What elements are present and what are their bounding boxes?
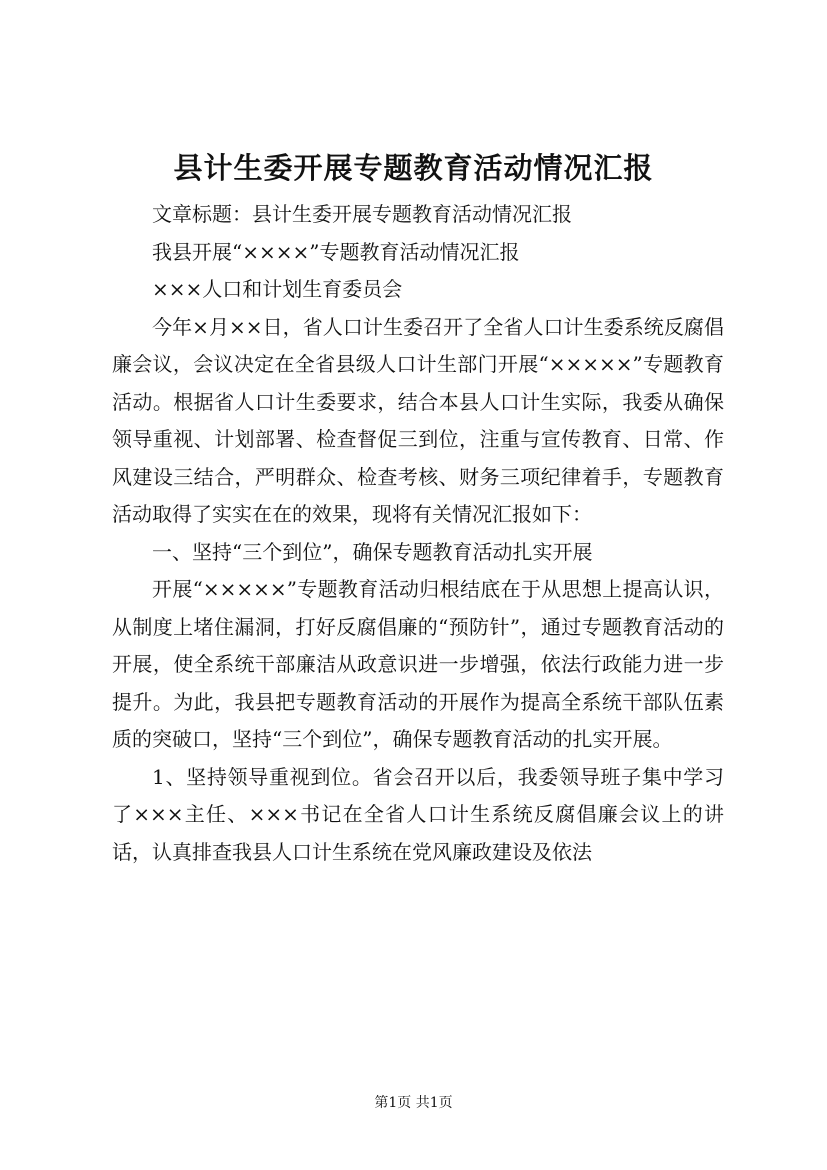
paragraph-organization: ×××人口和计划生育委员会 [152,277,403,301]
paragraph-article-title: 文章标题：县计生委开展专题教育活动情况汇报 [152,202,572,226]
paragraph-item-1: 1、坚持领导重视到位。省会召开以后，我委领导班子集中学习了×××主任、×××书记在全省人口计生系统反腐倡廉会议上的讲话，认真排查我县人口计生系统在党风廉政建设及依法 [112,764,724,864]
paragraph-section-1: 开展“×××××”专题教育活动归根结底在于从思想上提高认识，从制度上堵住漏洞，打好反腐倡廉的“预防针”，通过专题教育活动的开展，使全系统干部廉洁从政意识进一步增强，依法行政能力进一步提升。为此，我县把专题教育活动的开展作为提高全系统干部队伍素质的突破口，坚持“三个到位”，确保专题教育活动的扎实开展。 [112,577,724,751]
paragraph-intro: 今年×月××日，省人口计生委召开了全省人口计生委系统反腐倡廉会议，会议决定在全省县级人口计生部门开展“×××××”专题教育活动。根据省人口计生委要求，结合本县人口计生实际，我委从确保领导重视、计划部署、检查督促三到位，注重与宣传教育、日常、作风建设三结合，严明群众、检查考核、财务三项纪律着手，专题教育活动取得了实实在在的效果，现将有关情况汇报如下： [112,314,724,526]
document-title: 县计生委开展专题教育活动情况汇报 [173,151,654,185]
document-body [112,196,724,871]
paragraph-report-title: 我县开展“××××”专题教育活动情况汇报 [152,239,520,264]
page-footer: 第1页 共1页 [374,1095,453,1111]
section-heading-1: 一、坚持“三个到位”，确保专题教育活动扎实开展 [152,539,593,564]
